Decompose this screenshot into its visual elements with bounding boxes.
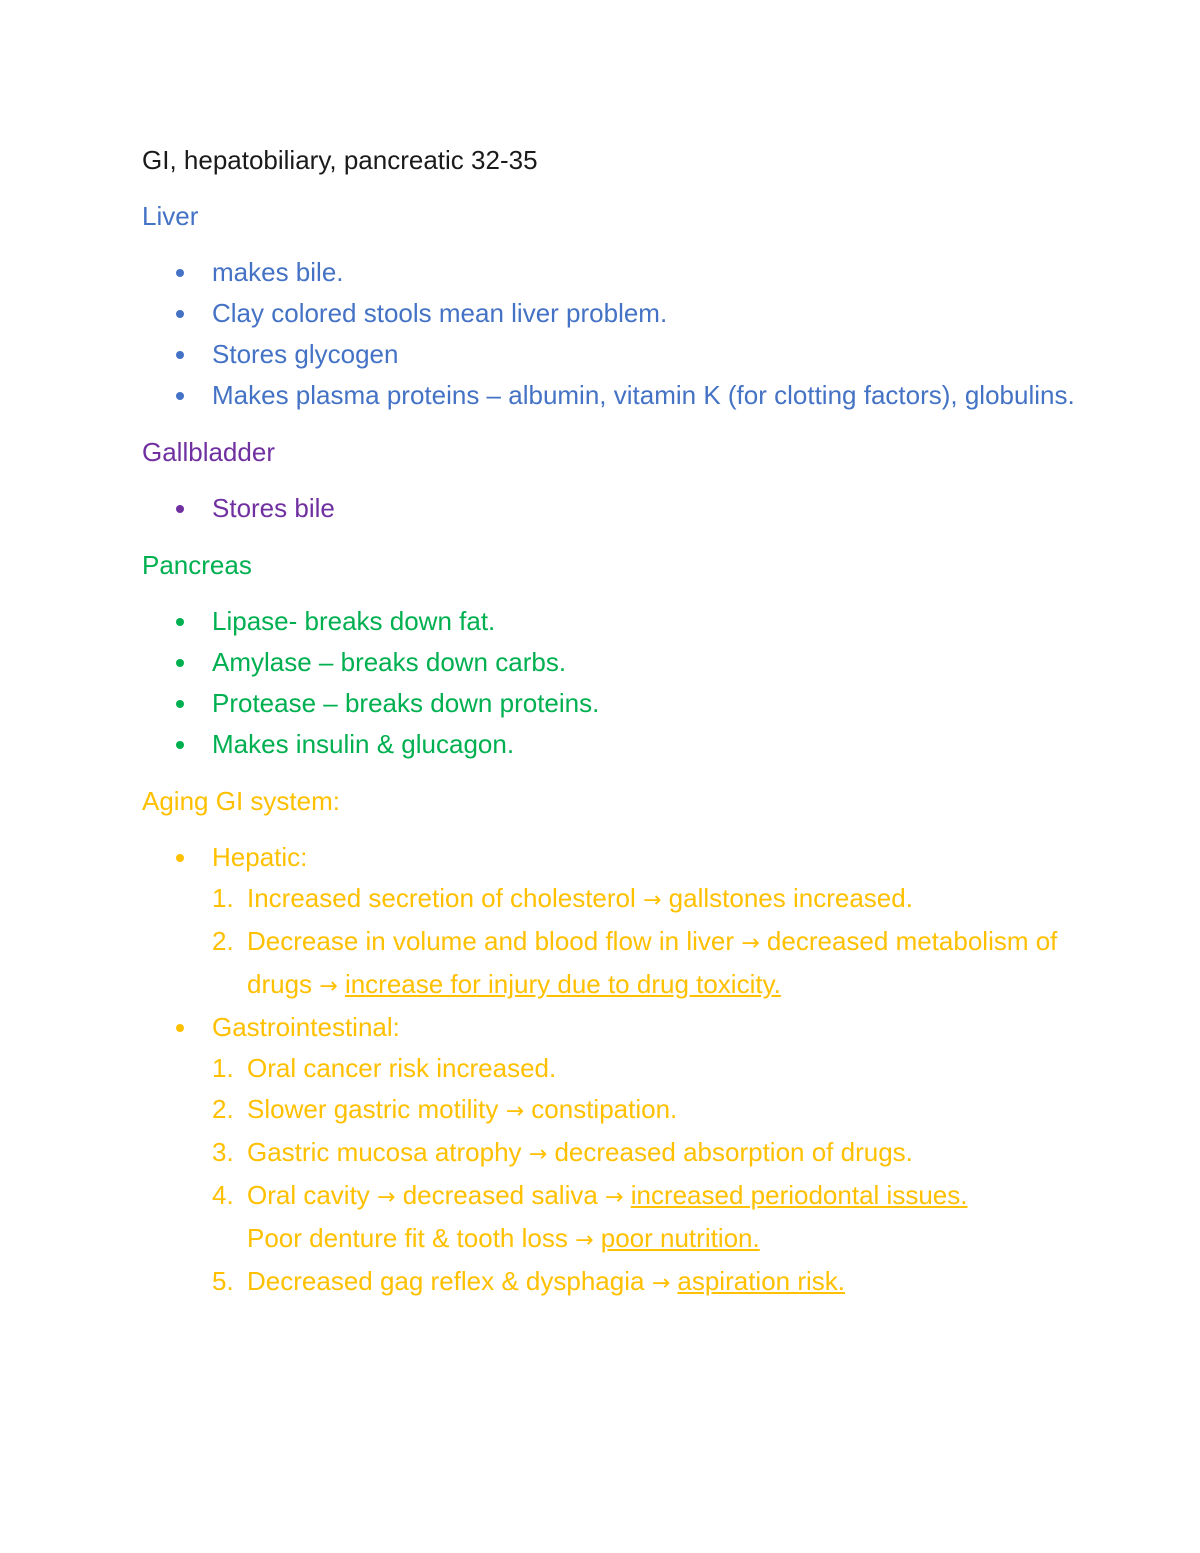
bullet-icon	[176, 854, 184, 862]
gastro-numbered-list	[212, 1048, 1082, 1304]
numbered-item: 1. Oral cancer risk increased.	[212, 1053, 557, 1083]
bullet-icon	[176, 269, 184, 277]
list-item: Stores glycogen	[142, 334, 1082, 375]
list-item: Makes insulin & glucagon.	[142, 724, 1082, 765]
bullet-icon	[176, 310, 184, 318]
arrow-right-icon: →	[528, 1142, 548, 1167]
bullet-icon	[176, 741, 184, 749]
list-item: Clay colored stools mean liver problem.	[142, 293, 1082, 334]
numbered-item: 5. Decreased gag reflex & dysphagia → aspiration risk.	[212, 1266, 845, 1296]
list-item-gastrointestinal: Gastrointestinal: 1. Oral cancer risk increased. 2. Slower gastric motility → constipation. 3. Gastric mucosa atrophy → decreased absorption of drugs. 4. Oral cavity → decreased saliva → increased periodontal issues. Poor denture fit & tooth loss → poor nutrition. 5. Decreased gag reflex & dysphagia → aspiration risk.	[142, 1007, 1082, 1304]
arrow-right-icon: →	[643, 888, 662, 913]
list-item: Stores bile	[142, 488, 1082, 529]
page-title: GI, hepatobiliary, pancreatic 32-35	[142, 145, 538, 175]
pancreas-heading: Pancreas	[142, 550, 252, 580]
aging-heading: Aging GI system:	[142, 786, 340, 816]
numbered-item: 2. Slower gastric motility → constipation.	[212, 1094, 678, 1124]
gallbladder-heading: Gallbladder	[142, 437, 275, 467]
bullet-icon	[176, 700, 184, 708]
list-item: Lipase- breaks down fat.	[142, 601, 1082, 642]
aging-list	[142, 837, 1082, 1304]
bullet-icon	[176, 505, 184, 513]
arrow-right-icon: →	[651, 1271, 671, 1296]
liver-list	[142, 252, 1082, 416]
liver-heading: Liver	[142, 201, 199, 231]
arrow-right-icon: →	[575, 1228, 594, 1253]
numbered-item: 2. Decrease in volume and blood flow in liver → decreased metabolism of drugs → increase for injury due to drug toxicity.	[212, 926, 1058, 999]
bullet-icon	[176, 659, 184, 667]
list-item: Makes plasma proteins – albumin, vitamin K (for clotting factors), globulins.	[142, 375, 1082, 416]
list-item-hepatic: Hepatic: 1. Increased secretion of cholesterol → gallstones increased. 2. Decrease in volume and blood flow in liver → decreased metabolism of drugs → increase for injury due to drug toxicity.	[142, 837, 1082, 1007]
numbered-item: 1. Increased secretion of cholesterol → gallstones increased.	[212, 883, 913, 913]
arrow-right-icon: →	[377, 1185, 396, 1210]
numbered-item: 4. Oral cavity → decreased saliva → increased periodontal issues. Poor denture fit & tooth loss → poor nutrition.	[212, 1180, 968, 1253]
gallbladder-list	[142, 488, 1082, 529]
arrow-right-icon: →	[319, 974, 338, 999]
pancreas-list	[142, 601, 1082, 765]
bullet-icon	[176, 1024, 184, 1032]
list-item: Amylase – breaks down carbs.	[142, 642, 1082, 683]
list-item: Protease – breaks down proteins.	[142, 683, 1082, 724]
bullet-icon	[176, 351, 184, 359]
arrow-right-icon: →	[505, 1099, 525, 1124]
bullet-icon	[176, 392, 184, 400]
document-page	[142, 140, 1082, 1320]
hepatic-numbered-list	[212, 878, 1082, 1007]
list-item: makes bile.	[142, 252, 1082, 293]
arrow-right-icon: →	[741, 931, 760, 956]
numbered-item: 3. Gastric mucosa atrophy → decreased absorption of drugs.	[212, 1137, 913, 1167]
bullet-icon	[176, 618, 184, 626]
arrow-right-icon: →	[605, 1185, 624, 1210]
